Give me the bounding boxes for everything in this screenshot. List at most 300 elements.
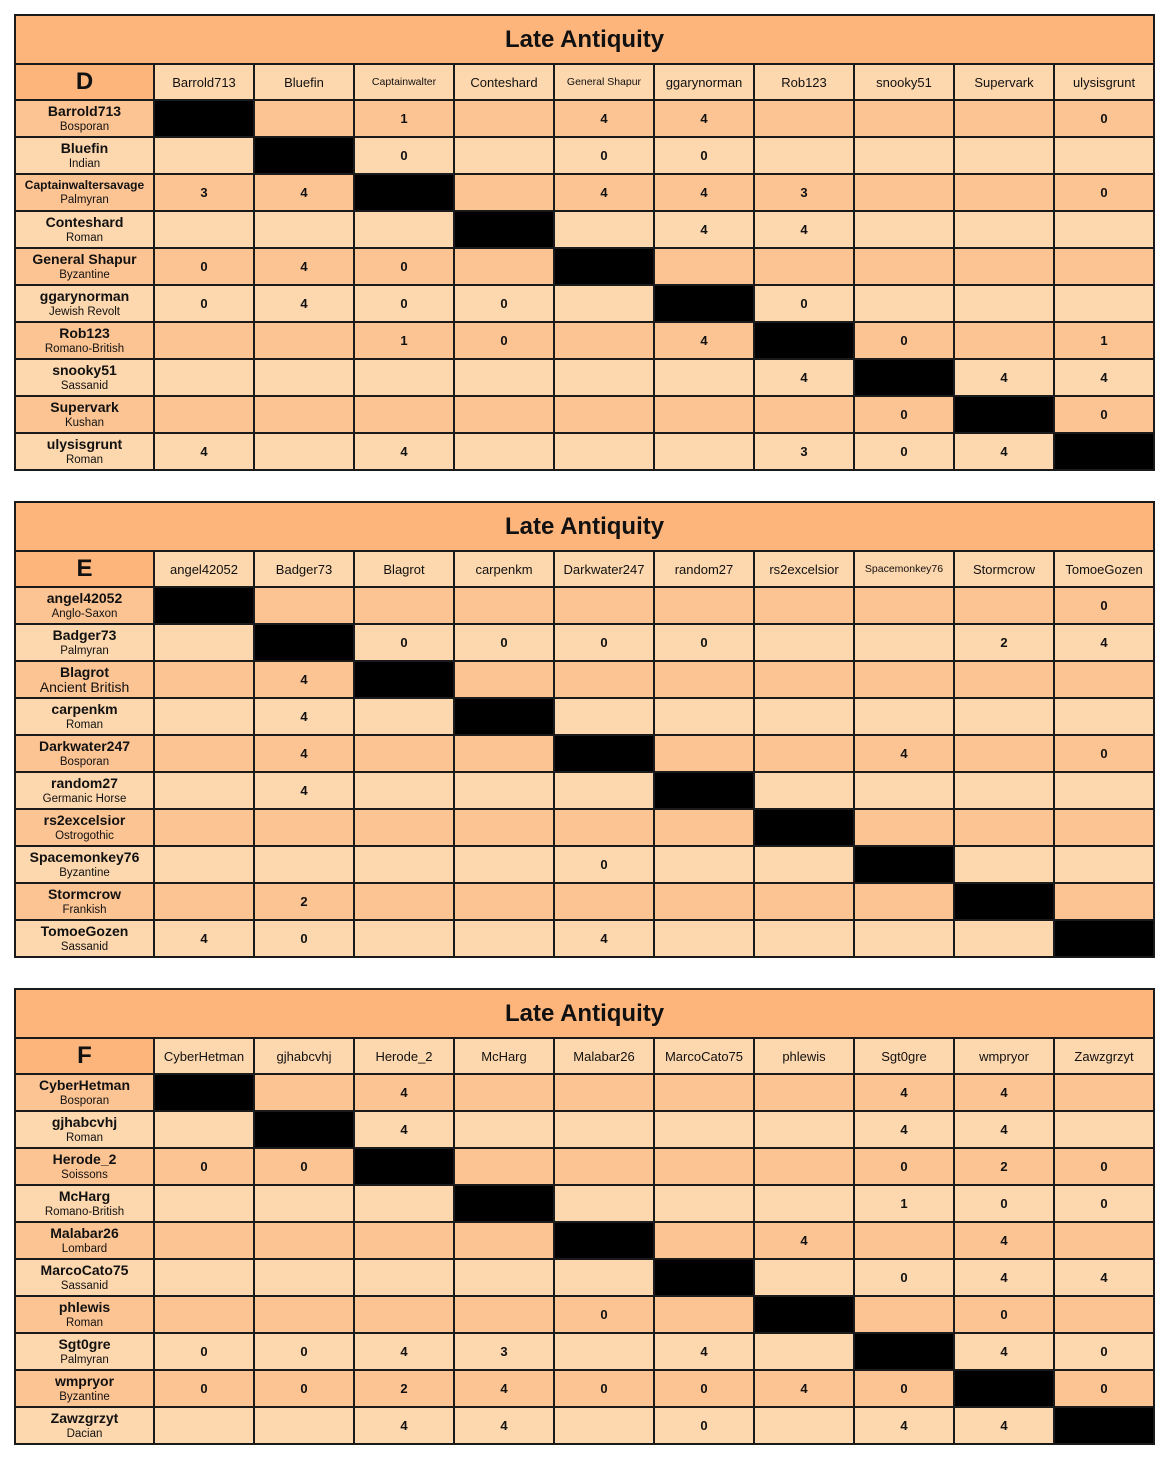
column-header: McHarg xyxy=(454,1038,554,1074)
score-cell: 4 xyxy=(354,1333,454,1370)
table-row xyxy=(15,1296,1154,1333)
score-cell: 4 xyxy=(254,248,354,285)
player-name: Blagrot xyxy=(60,663,109,680)
score-cell xyxy=(954,846,1054,883)
score-cell xyxy=(754,100,854,137)
column-header: gjhabcvhj xyxy=(254,1038,354,1074)
score-cell: 0 xyxy=(1054,100,1154,137)
score-cell xyxy=(154,809,254,846)
score-cell xyxy=(554,211,654,248)
score-cell xyxy=(954,735,1054,772)
score-cell xyxy=(754,883,854,920)
score-cell xyxy=(254,846,354,883)
score-cell: 0 xyxy=(154,1148,254,1185)
score-cell xyxy=(1054,883,1154,920)
score-cell xyxy=(154,396,254,433)
score-cell: 4 xyxy=(954,1074,1054,1111)
score-cell: 4 xyxy=(354,1111,454,1148)
column-header: ggarynorman xyxy=(654,64,754,100)
self-cell xyxy=(1054,920,1154,957)
score-cell xyxy=(554,1111,654,1148)
score-cell xyxy=(254,322,354,359)
army-name: Bosporan xyxy=(59,755,110,768)
score-cell xyxy=(354,1259,454,1296)
score-cell xyxy=(454,735,554,772)
row-header xyxy=(15,920,154,957)
self-cell xyxy=(954,1370,1054,1407)
army-name: Byzantine xyxy=(59,1390,110,1403)
table-row xyxy=(15,285,1154,322)
score-cell xyxy=(254,1296,354,1333)
row-header xyxy=(15,1111,154,1148)
score-cell xyxy=(454,359,554,396)
score-cell: 4 xyxy=(254,698,354,735)
score-cell xyxy=(754,920,854,957)
army-name: Palmyran xyxy=(60,193,109,206)
player-name: MarcoCato75 xyxy=(40,1262,129,1279)
row-header xyxy=(15,1333,154,1370)
self-cell xyxy=(354,1148,454,1185)
score-cell xyxy=(454,587,554,624)
army-name: Indian xyxy=(68,157,101,170)
score-cell xyxy=(554,396,654,433)
table-row xyxy=(15,322,1154,359)
score-cell: 4 xyxy=(954,1111,1054,1148)
army-name: Lombard xyxy=(61,1242,108,1255)
score-cell xyxy=(954,174,1054,211)
row-header xyxy=(15,248,154,285)
score-cell xyxy=(454,137,554,174)
army-name: Sassanid xyxy=(60,379,109,392)
column-header: Spacemonkey76 xyxy=(854,551,954,587)
score-cell xyxy=(554,1333,654,1370)
score-cell: 0 xyxy=(854,322,954,359)
table-row xyxy=(15,587,1154,624)
score-cell xyxy=(454,883,554,920)
player-name: gjhabcvhj xyxy=(51,1114,118,1131)
score-cell xyxy=(254,1259,354,1296)
score-cell xyxy=(754,248,854,285)
score-cell: 4 xyxy=(454,1407,554,1444)
score-cell xyxy=(254,1407,354,1444)
row-header xyxy=(15,772,154,809)
army-name: Roman xyxy=(65,1316,104,1329)
army-name: Anglo-Saxon xyxy=(51,607,118,620)
score-cell xyxy=(354,735,454,772)
score-cell xyxy=(354,698,454,735)
row-header xyxy=(15,322,154,359)
score-cell: 2 xyxy=(954,1148,1054,1185)
score-cell xyxy=(254,396,354,433)
player-name: Darkwater247 xyxy=(38,738,131,755)
score-cell xyxy=(854,883,954,920)
self-cell xyxy=(554,1222,654,1259)
header-row xyxy=(15,551,1154,587)
self-cell xyxy=(654,772,754,809)
score-cell xyxy=(554,1259,654,1296)
score-cell xyxy=(554,772,654,809)
score-cell xyxy=(954,100,1054,137)
column-header: Blagrot xyxy=(354,551,454,587)
self-cell xyxy=(754,322,854,359)
score-cell xyxy=(354,920,454,957)
results-table-d xyxy=(14,14,1153,471)
table-row xyxy=(15,1259,1154,1296)
score-cell: 4 xyxy=(454,1370,554,1407)
table-row xyxy=(15,359,1154,396)
column-header: angel42052 xyxy=(154,551,254,587)
army-name: Byzantine xyxy=(59,268,110,281)
score-cell: 4 xyxy=(854,735,954,772)
army-name: Germanic Horse xyxy=(42,792,127,805)
army-name: Byzantine xyxy=(59,866,110,879)
row-header xyxy=(15,1222,154,1259)
score-cell xyxy=(754,1111,854,1148)
row-header xyxy=(15,285,154,322)
score-cell xyxy=(554,322,654,359)
column-header: ulysisgrunt xyxy=(1054,64,1154,100)
column-header: Conteshard xyxy=(454,64,554,100)
score-cell xyxy=(854,698,954,735)
score-cell xyxy=(654,1185,754,1222)
score-cell: 1 xyxy=(354,322,454,359)
score-cell xyxy=(254,100,354,137)
score-cell: 0 xyxy=(354,137,454,174)
column-header: CyberHetman xyxy=(154,1038,254,1074)
table-row xyxy=(15,809,1154,846)
army-name: Sassanid xyxy=(60,940,109,953)
score-cell xyxy=(1054,1222,1154,1259)
score-cell: 0 xyxy=(154,248,254,285)
table-row xyxy=(15,1185,1154,1222)
score-cell xyxy=(854,248,954,285)
table-title-row xyxy=(15,15,1154,64)
score-cell: 0 xyxy=(1054,396,1154,433)
score-cell xyxy=(154,1407,254,1444)
score-cell xyxy=(954,137,1054,174)
score-cell xyxy=(1054,248,1154,285)
score-cell xyxy=(454,100,554,137)
table-row xyxy=(15,137,1154,174)
player-name: Bluefin xyxy=(60,140,109,157)
score-cell: 0 xyxy=(554,137,654,174)
table-row xyxy=(15,396,1154,433)
table-row xyxy=(15,174,1154,211)
score-cell xyxy=(854,100,954,137)
army-name: Frankish xyxy=(62,903,107,916)
score-cell: 0 xyxy=(1054,735,1154,772)
score-cell xyxy=(854,624,954,661)
table-row xyxy=(15,211,1154,248)
self-cell xyxy=(854,1333,954,1370)
table-row xyxy=(15,624,1154,661)
score-cell xyxy=(354,211,454,248)
row-header xyxy=(15,1407,154,1444)
score-cell: 4 xyxy=(954,1407,1054,1444)
score-cell: 0 xyxy=(454,285,554,322)
score-cell: 4 xyxy=(354,1074,454,1111)
score-cell xyxy=(354,846,454,883)
row-header xyxy=(15,809,154,846)
score-cell: 4 xyxy=(954,1333,1054,1370)
score-cell xyxy=(354,1222,454,1259)
score-cell xyxy=(954,322,1054,359)
score-cell: 0 xyxy=(954,1296,1054,1333)
score-cell xyxy=(654,698,754,735)
score-cell xyxy=(654,1296,754,1333)
score-cell: 0 xyxy=(154,1370,254,1407)
score-cell xyxy=(854,587,954,624)
row-header xyxy=(15,883,154,920)
score-cell: 1 xyxy=(354,100,454,137)
score-cell xyxy=(954,211,1054,248)
table-row xyxy=(15,661,1154,698)
score-cell xyxy=(354,772,454,809)
score-cell xyxy=(654,846,754,883)
score-cell xyxy=(754,1407,854,1444)
player-name: General Shapur xyxy=(32,251,137,268)
score-cell xyxy=(154,322,254,359)
table-title: Late Antiquity xyxy=(15,989,1154,1038)
table-row xyxy=(15,883,1154,920)
score-cell xyxy=(154,1111,254,1148)
score-cell: 0 xyxy=(554,624,654,661)
player-name: rs2excelsior xyxy=(43,812,126,829)
table-row xyxy=(15,1074,1154,1111)
score-cell xyxy=(154,772,254,809)
player-name: ulysisgrunt xyxy=(46,436,123,453)
score-cell: 0 xyxy=(854,396,954,433)
score-cell xyxy=(454,1148,554,1185)
score-cell: 4 xyxy=(154,433,254,470)
score-cell: 4 xyxy=(954,359,1054,396)
score-cell xyxy=(154,1185,254,1222)
table-row xyxy=(15,100,1154,137)
score-cell: 4 xyxy=(754,359,854,396)
column-header: General Shapur xyxy=(554,64,654,100)
score-cell: 0 xyxy=(354,285,454,322)
player-name: Supervark xyxy=(50,399,119,416)
score-cell xyxy=(454,1259,554,1296)
column-header: random27 xyxy=(654,551,754,587)
score-cell xyxy=(454,846,554,883)
player-name: random27 xyxy=(51,775,118,792)
group-letter: E xyxy=(15,551,154,587)
table-row xyxy=(15,735,1154,772)
score-cell xyxy=(454,174,554,211)
player-name: Herode_2 xyxy=(52,1151,117,1168)
score-cell xyxy=(454,661,554,698)
score-cell xyxy=(454,772,554,809)
column-header: MarcoCato75 xyxy=(654,1038,754,1074)
self-cell xyxy=(854,846,954,883)
table-row xyxy=(15,1222,1154,1259)
score-cell xyxy=(754,624,854,661)
score-cell xyxy=(854,174,954,211)
table-row xyxy=(15,1370,1154,1407)
row-header xyxy=(15,735,154,772)
row-header xyxy=(15,174,154,211)
score-cell: 4 xyxy=(254,772,354,809)
score-cell xyxy=(654,661,754,698)
army-name: Bosporan xyxy=(59,120,110,133)
table-row xyxy=(15,920,1154,957)
army-name: Ancient British xyxy=(39,678,130,695)
column-header: Herode_2 xyxy=(354,1038,454,1074)
score-cell: 4 xyxy=(854,1074,954,1111)
player-name: McHarg xyxy=(58,1188,111,1205)
score-cell xyxy=(154,1259,254,1296)
score-cell xyxy=(254,1185,354,1222)
score-cell xyxy=(754,698,854,735)
player-name: wmpryor xyxy=(54,1373,115,1390)
score-cell xyxy=(1054,211,1154,248)
score-cell xyxy=(554,433,654,470)
self-cell xyxy=(954,396,1054,433)
score-cell: 0 xyxy=(854,1148,954,1185)
score-cell xyxy=(154,359,254,396)
score-cell xyxy=(954,285,1054,322)
row-header xyxy=(15,1370,154,1407)
self-cell xyxy=(654,285,754,322)
score-cell xyxy=(154,1222,254,1259)
score-cell xyxy=(154,661,254,698)
score-cell xyxy=(954,920,1054,957)
column-header: Sgt0gre xyxy=(854,1038,954,1074)
army-name: Soissons xyxy=(61,1168,108,1181)
score-cell xyxy=(454,433,554,470)
score-cell xyxy=(754,1259,854,1296)
row-header xyxy=(15,1185,154,1222)
score-cell xyxy=(1054,846,1154,883)
score-cell: 0 xyxy=(254,1148,354,1185)
table-row xyxy=(15,1333,1154,1370)
score-cell xyxy=(654,1074,754,1111)
score-cell: 0 xyxy=(154,285,254,322)
score-cell xyxy=(654,587,754,624)
score-cell xyxy=(754,772,854,809)
score-cell: 3 xyxy=(454,1333,554,1370)
table-row xyxy=(15,698,1154,735)
header-row xyxy=(15,64,1154,100)
self-cell xyxy=(654,1259,754,1296)
column-header: Stormcrow xyxy=(954,551,1054,587)
table-title-row xyxy=(15,989,1154,1038)
score-cell xyxy=(354,1296,454,1333)
score-cell xyxy=(1054,1296,1154,1333)
group-letter: D xyxy=(15,64,154,100)
score-cell xyxy=(854,211,954,248)
score-cell: 0 xyxy=(254,920,354,957)
score-cell: 0 xyxy=(254,1370,354,1407)
row-header xyxy=(15,624,154,661)
player-name: Sgt0gre xyxy=(58,1336,111,1353)
score-cell: 4 xyxy=(1054,1259,1154,1296)
score-cell xyxy=(354,1185,454,1222)
self-cell xyxy=(1054,1407,1154,1444)
row-header xyxy=(15,359,154,396)
self-cell xyxy=(754,809,854,846)
self-cell xyxy=(554,735,654,772)
score-cell xyxy=(554,1185,654,1222)
score-cell xyxy=(754,587,854,624)
score-cell xyxy=(654,735,754,772)
score-cell xyxy=(154,137,254,174)
score-cell: 0 xyxy=(654,624,754,661)
score-cell xyxy=(854,1222,954,1259)
score-cell: 0 xyxy=(654,137,754,174)
score-cell: 0 xyxy=(854,433,954,470)
row-header xyxy=(15,137,154,174)
row-header xyxy=(15,1259,154,1296)
score-cell: 0 xyxy=(554,1296,654,1333)
score-cell xyxy=(1054,137,1154,174)
score-cell xyxy=(654,1148,754,1185)
results-table-e xyxy=(14,501,1153,958)
score-cell xyxy=(454,248,554,285)
score-cell xyxy=(1054,285,1154,322)
score-cell xyxy=(554,285,654,322)
row-header xyxy=(15,100,154,137)
player-name: Captainwaltersavage xyxy=(24,178,145,193)
table-row xyxy=(15,846,1154,883)
column-header: Barrold713 xyxy=(154,64,254,100)
self-cell xyxy=(1054,433,1154,470)
row-header xyxy=(15,587,154,624)
score-cell xyxy=(254,433,354,470)
row-header xyxy=(15,211,154,248)
self-cell xyxy=(954,883,1054,920)
player-name: CyberHetman xyxy=(38,1077,131,1094)
table-row xyxy=(15,1148,1154,1185)
score-cell xyxy=(654,920,754,957)
score-cell xyxy=(454,1074,554,1111)
score-cell xyxy=(454,920,554,957)
self-cell xyxy=(554,248,654,285)
score-cell: 0 xyxy=(454,322,554,359)
score-cell xyxy=(654,433,754,470)
score-cell xyxy=(554,1148,654,1185)
score-cell xyxy=(354,359,454,396)
score-cell xyxy=(654,809,754,846)
score-cell xyxy=(554,359,654,396)
row-header xyxy=(15,1148,154,1185)
score-cell: 4 xyxy=(854,1111,954,1148)
self-cell xyxy=(454,211,554,248)
army-name: Palmyran xyxy=(60,1353,109,1366)
player-name: Stormcrow xyxy=(47,886,122,903)
score-cell xyxy=(754,1148,854,1185)
group-letter: F xyxy=(15,1038,154,1074)
army-name: Dacian xyxy=(66,1427,103,1440)
army-name: Ostrogothic xyxy=(55,829,114,842)
score-cell: 0 xyxy=(654,1370,754,1407)
army-name: Romano-British xyxy=(44,342,125,355)
score-cell: 0 xyxy=(154,1333,254,1370)
self-cell xyxy=(254,137,354,174)
score-cell xyxy=(754,661,854,698)
army-name: Roman xyxy=(65,453,104,466)
score-cell: 4 xyxy=(354,1407,454,1444)
self-cell xyxy=(454,1185,554,1222)
score-cell: 0 xyxy=(454,624,554,661)
score-cell: 0 xyxy=(254,1333,354,1370)
score-cell: 1 xyxy=(1054,322,1154,359)
score-cell: 4 xyxy=(354,433,454,470)
column-header: Bluefin xyxy=(254,64,354,100)
column-header: phlewis xyxy=(754,1038,854,1074)
score-cell xyxy=(154,735,254,772)
